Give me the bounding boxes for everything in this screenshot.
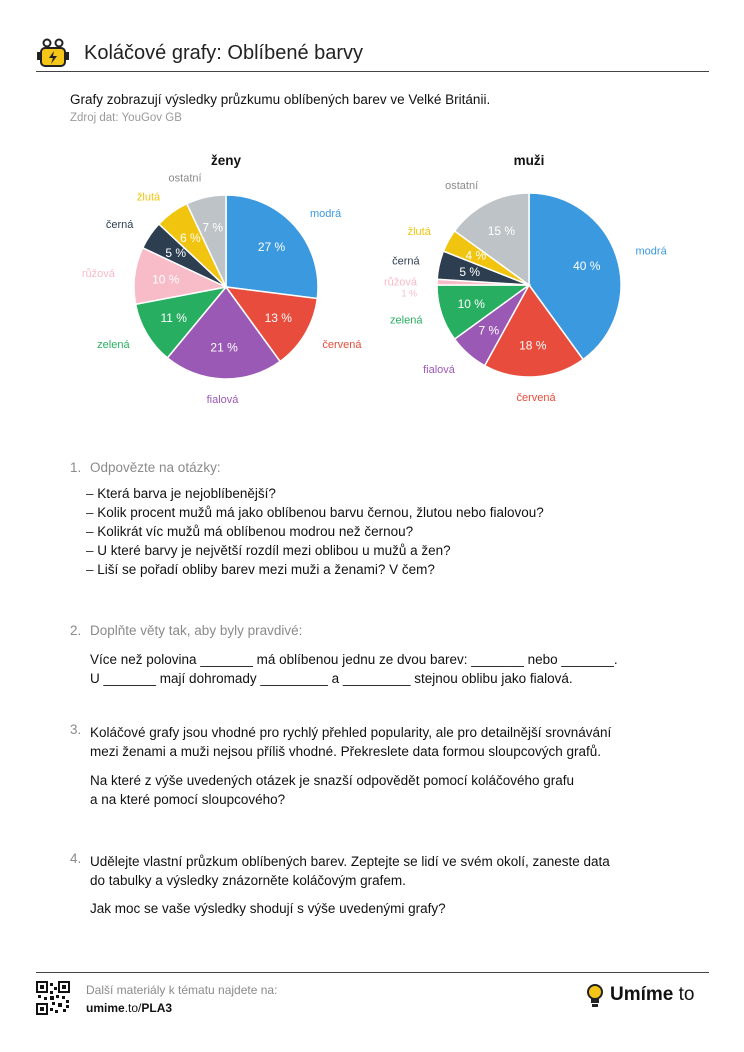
- lightbulb-icon: [585, 983, 605, 1009]
- data-source: Zdroj dat: YouGov GB: [70, 112, 182, 124]
- q3-line4: a na které pomocí sloupcového?: [90, 792, 286, 807]
- slice-label: černá: [105, 219, 134, 232]
- slice-value-label: 5 %: [459, 264, 481, 279]
- list-item: – Kolikrát víc mužů má oblíbenou modrou než černou?: [86, 522, 544, 541]
- q4-line1: Udělejte vlastní průzkum oblíbených barev. Zeptejte se lidí ve svém okolí, zaneste data: [90, 854, 610, 869]
- q1-list: [86, 484, 544, 579]
- q4-number: 4.: [70, 851, 82, 866]
- slice-label: růžová: [81, 267, 115, 280]
- brand-rest: to: [673, 984, 695, 1005]
- slice-value-label: 5 %: [165, 245, 187, 260]
- slice-label: ostatní: [445, 180, 479, 193]
- slice-value-label: 10 %: [457, 296, 485, 311]
- pie-chart-women: [82, 153, 363, 406]
- slice-label: růžová: [384, 276, 418, 289]
- slice-value-label: 1 %: [401, 288, 418, 299]
- slice-label: ostatní: [168, 172, 202, 185]
- chart-title: ženy: [210, 153, 242, 168]
- slice-label: modrá: [635, 245, 667, 258]
- slice-label: zelená: [97, 339, 130, 352]
- slice-label: žlutá: [136, 191, 161, 204]
- q1-title: Odpovězte na otázky:: [90, 460, 221, 475]
- q3-line3: Na které z výše uvedených otázek je snazší odpovědět pomocí koláčového grafu: [90, 773, 575, 788]
- slice-label: fialová: [206, 393, 239, 406]
- q2-line2: U _______ mají dohromady _________ a _________ stejnou oblibu jako fialová.: [90, 671, 573, 686]
- slice-label: žlutá: [407, 226, 431, 239]
- footer-link[interactable]: [86, 1001, 172, 1015]
- q1-number: 1.: [70, 460, 82, 475]
- footer-link-domain: umime: [86, 1001, 125, 1015]
- slice-value-label: 7 %: [478, 323, 500, 338]
- slice-value-label: 10 %: [152, 272, 180, 287]
- q2-title: Doplňte věty tak, aby byly pravdivé:: [90, 623, 303, 638]
- list-item: – Liší se pořadí obliby barev mezi muži a ženami? V čem?: [86, 560, 544, 579]
- footer-link-tld: .to/: [124, 1001, 142, 1015]
- slice-label: fialová: [423, 364, 455, 377]
- q3-line1: Koláčové grafy jsou vhodné pro rychlý přehled popularity, ale pro detailnější srovnávání: [90, 725, 612, 740]
- chart-title: muži: [513, 153, 545, 168]
- slice-value-label: 11 %: [160, 310, 187, 325]
- slice-value-label: 7 %: [202, 220, 224, 235]
- slice-label: černá: [392, 255, 420, 268]
- q2-line1: Více než polovina _______ má oblíbenou jednu ze dvou barev: _______ nebo _______.: [90, 652, 618, 667]
- list-item: – Kolik procent mužů má jako oblíbenou barvu černou, žlutou nebo fialovou?: [86, 503, 544, 522]
- qr-code-icon: [36, 981, 70, 1015]
- page-title: Koláčové grafy: Oblíbené barvy: [84, 42, 364, 64]
- slice-value-label: 27 %: [257, 239, 286, 254]
- list-item: – U které barvy je největší rozdíl mezi oblibou u mužů a žen?: [86, 541, 544, 560]
- pie-charts: [0, 140, 744, 420]
- intro-text: Grafy zobrazují výsledky průzkumu oblíbených barev ve Velké Británii.: [70, 92, 491, 107]
- slice-label: červená: [516, 391, 556, 404]
- slice-value-label: 21 %: [210, 340, 238, 355]
- robot-icon: [36, 38, 70, 70]
- slice-value-label: 6 %: [179, 230, 201, 245]
- slice-label: červená: [322, 339, 362, 352]
- brand-logo: [610, 984, 694, 1006]
- q4-line2: do tabulky a výsledky znázorněte koláčovým grafem.: [90, 873, 406, 888]
- slice-value-label: 13 %: [264, 310, 292, 325]
- slice-value-label: 40 %: [573, 259, 601, 274]
- slice-label: zelená: [390, 314, 423, 327]
- brand-bold: Umíme: [610, 984, 674, 1005]
- q3-line2: mezi ženami a muži nejsou příliš vhodné. Překreslete data formou sloupcových grafů.: [90, 744, 601, 759]
- footer-divider: [36, 972, 709, 973]
- pie-chart-men: [384, 153, 668, 404]
- header-divider: [36, 71, 709, 72]
- slice-value-label: 15 %: [487, 223, 516, 238]
- q3-number: 3.: [70, 722, 82, 737]
- list-item: – Která barva je nejoblíbenější?: [86, 484, 544, 503]
- slice-value-label: 18 %: [519, 338, 547, 353]
- footer-text: Další materiály k tématu najdete na:: [86, 983, 278, 997]
- slice-label: modrá: [310, 207, 342, 220]
- q4-line3: Jak moc se vaše výsledky shodují s výše uvedenými grafy?: [90, 901, 446, 916]
- footer-link-code: PLA3: [141, 1001, 173, 1015]
- q2-number: 2.: [70, 623, 82, 638]
- slice-value-label: 4 %: [465, 248, 487, 263]
